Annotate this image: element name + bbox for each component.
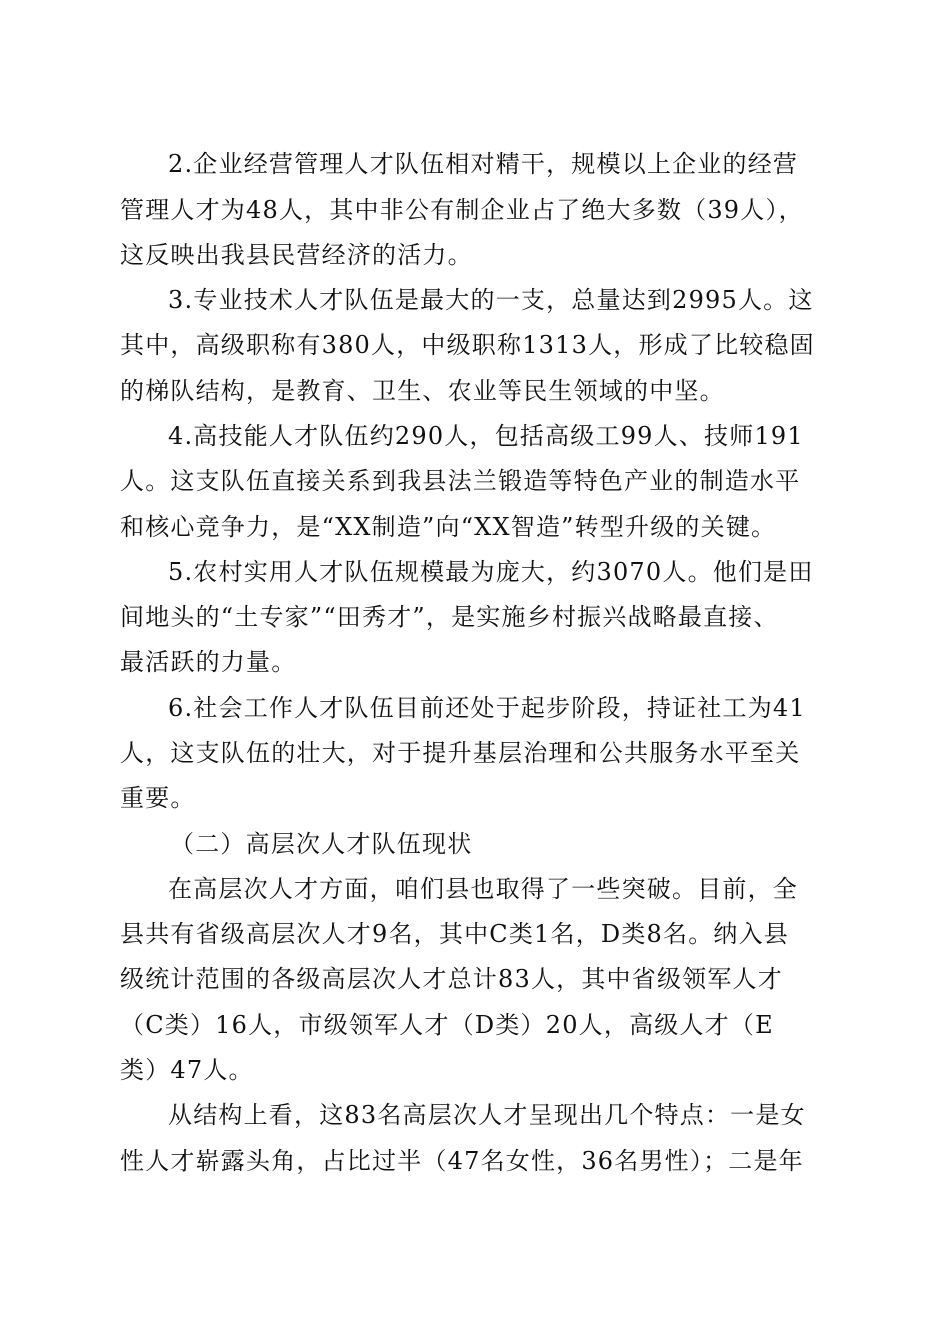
paragraph-line: 6.社会工作人才队伍目前还处于起步阶段，持证社工为41 (168, 694, 806, 722)
paragraph-line: 人。这支队伍直接关系到我县法兰锻造等特色产业的制造水平 (120, 467, 801, 495)
paragraph-line: 和核心竞争力，是“XX制造”向“XX智造”转型升级的关键。 (120, 513, 777, 541)
paragraph-line: （C类）16人，市级领军人才（D类）20人，高级人才（E (120, 1011, 774, 1039)
paragraph-line: 的梯队结构，是教育、卫生、农业等民生领域的中坚。 (120, 377, 725, 405)
paragraph-line: 3.专业技术人才队伍是最大的一支，总量达到2995人。这 (168, 286, 814, 314)
paragraph-line: 管理人才为48人，其中非公有制企业占了绝大多数（39人）， (120, 196, 804, 224)
paragraph-line: 类）47人。 (120, 1056, 254, 1084)
paragraph-line: 4.高技能人才队伍约290人，包括高级工99人、技师191 (168, 422, 804, 450)
paragraph-line: 间地头的“土专家”“田秀才”，是实施乡村振兴战略最直接、 (120, 603, 779, 631)
paragraph-line: 其中，高级职称有380人，中级职称1313人，形成了比较稳固 (120, 331, 815, 359)
section-heading: （二）高层次人才队伍现状 (170, 830, 473, 858)
paragraph-line: 这反映出我县民营经济的活力。 (120, 241, 473, 269)
paragraph-line: 2.企业经营管理人才队伍相对精干，规模以上企业的经营 (168, 150, 799, 178)
paragraph-line: 5.农村实用人才队伍规模最为庞大，约3070人。他们是田 (168, 558, 814, 586)
paragraph-line: 从结构上看，这83名高层次人才呈现出几个特点：一是女 (168, 1101, 806, 1129)
paragraph-line: 级统计范围的各级高层次人才总计83人，其中省级领军人才 (120, 965, 783, 993)
paragraph-line: 性人才崭露头角，占比过半（47名女性，36名男性）；二是年 (120, 1147, 804, 1175)
paragraph-line: 县共有省级高层次人才9名，其中C类1名，D类8名。纳入县 (120, 920, 790, 948)
paragraph-line: 重要。 (120, 784, 196, 812)
paragraph-line: 最活跃的力量。 (120, 648, 297, 676)
paragraph-line: 在高层次人才方面，咱们县也取得了一些突破。目前，全 (168, 875, 798, 903)
paragraph-line: 人，这支队伍的壮大，对于提升基层治理和公共服务水平至关 (120, 739, 801, 767)
